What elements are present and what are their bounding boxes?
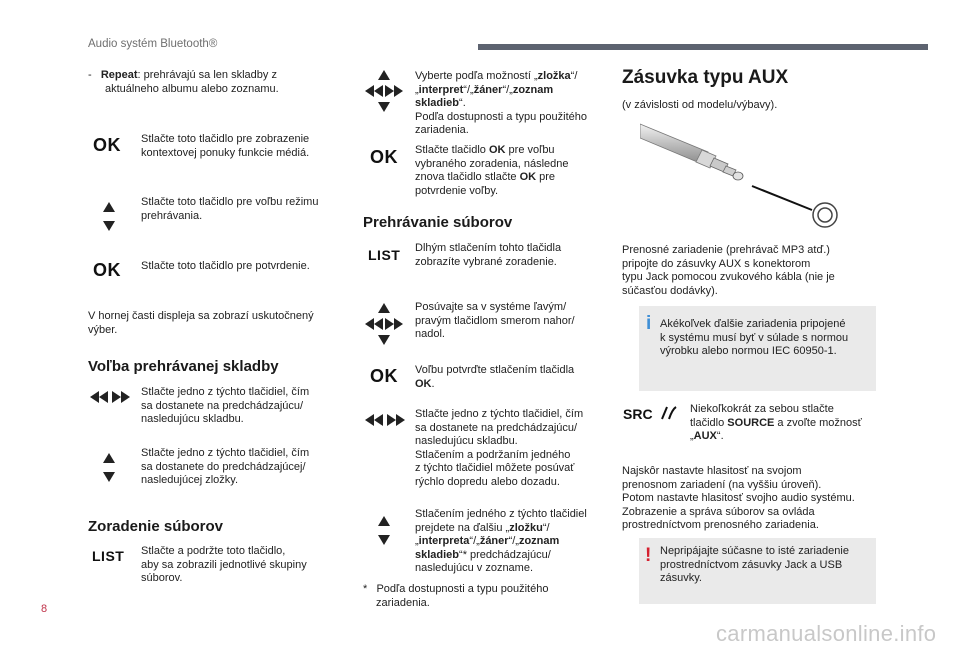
text-span: OK — [415, 377, 432, 390]
text-span: „ — [415, 535, 419, 547]
text-line: prostredníctvom prenosného zariadenia. — [622, 519, 819, 531]
text-line: zariadenia. — [376, 596, 430, 609]
text-line: prostredníctvom zásuvky Jack a USB — [660, 558, 843, 571]
text-line: súborov. — [141, 572, 183, 584]
src-label: SRC — [623, 406, 653, 422]
text-span: žáner — [473, 83, 503, 96]
text-line: sa dostanete do predchádzajúcej/ — [141, 460, 306, 473]
text-line: nasledujúcej zložky. — [141, 474, 239, 486]
text-line: Stlačte jedno z týchto tlačidiel, čím — [141, 386, 310, 398]
info-text — [660, 318, 848, 359]
connect-text — [622, 244, 835, 298]
nav-move-text — [415, 301, 575, 342]
text-span: „ — [690, 430, 694, 442]
text-line: Najskôr nastavte hlasitosť na svojom — [622, 465, 802, 477]
ok-button-icon: OK — [370, 147, 398, 167]
text-span: skladieb — [415, 97, 460, 109]
source-text — [690, 403, 862, 444]
repeat-line1: : prehrávajú sa len skladby z — [137, 69, 277, 81]
info-icon: i — [646, 313, 652, 334]
repeat-line2: aktuálneho albumu alebo zoznamu. — [105, 82, 279, 95]
four-way-navigation-icon — [363, 68, 405, 116]
heading-track-selection: Voľba prehrávanej skladby — [88, 358, 279, 375]
ok-button-icon: OK — [93, 260, 121, 280]
jack-plug-illustration — [640, 120, 850, 230]
text-span: OK — [488, 144, 506, 156]
text-span: “/ — [542, 521, 550, 534]
ok-button-icon: OK — [93, 135, 121, 155]
text-line: Potom nastavte hlasitosť svojho audio systému. — [622, 492, 855, 504]
text-span: zoznam — [512, 83, 554, 96]
text-span: “/„ — [469, 535, 480, 547]
text-span: znova tlačidlo stlačte — [415, 171, 520, 183]
text-line: Voľbu potvrďte stlačením tlačidla — [415, 364, 575, 376]
text-line: Stlačte jedno z týchto tlačidiel, čím — [141, 447, 310, 459]
text-span: . — [431, 377, 435, 390]
list-hold-text — [141, 545, 307, 586]
list-button-icon: LIST — [368, 247, 401, 263]
text-line: rýchlo dopredu alebo dozadu. — [415, 475, 560, 488]
text-line: zásuvky. — [660, 572, 702, 584]
text-span: skladieb — [415, 548, 460, 561]
heading-file-playback: Prehrávanie súborov — [363, 214, 513, 231]
left-right-arrows-icon — [363, 412, 407, 428]
text-span: “/„ — [502, 83, 513, 96]
header-bar — [478, 44, 928, 50]
text-line: súčasťou dodávky). — [622, 284, 718, 297]
text-span: zložku — [509, 521, 543, 534]
four-way-navigation-icon — [363, 301, 405, 349]
text-span: AUX — [693, 430, 717, 442]
text-line: pravým tlačidlom smerom nahor/ — [415, 314, 575, 327]
text-line: typu Jack pomocou zvukového kábla (nie je — [622, 271, 835, 283]
text-span: interpret — [418, 83, 464, 96]
text-line: nasledujúcu skladbu. — [415, 435, 518, 447]
text-line: sa dostanete na predchádzajúcu/ — [415, 421, 578, 434]
text-span: Stlačte tlačidlo — [415, 144, 489, 156]
warning-icon: ! — [645, 545, 652, 566]
heading-file-sorting: Zoradenie súborov — [88, 518, 224, 535]
text-span: zložka — [537, 70, 571, 82]
left-right-arrows-icon — [88, 389, 132, 405]
text-line: nasledujúcu v zozname. — [415, 562, 534, 574]
text-span: “/„ — [463, 83, 474, 96]
text-line: Dlhým stlačením tohto tlačidla — [415, 242, 562, 254]
text-line: Stlačte toto tlačidlo pre potvrdenie. — [141, 260, 310, 272]
text-span: SOURCE — [727, 416, 775, 429]
up-down-arrows-icon — [99, 451, 119, 485]
text-span: pre voľbu — [505, 144, 555, 156]
text-line: sa dostanete na predchádzajúcu/ — [141, 399, 304, 412]
page-header-title: Audio systém Bluetooth® — [88, 38, 218, 50]
updown-mode-text — [141, 196, 318, 223]
text-span: “. — [716, 430, 724, 442]
lr-track-text — [141, 386, 309, 427]
text-line: výrobku alebo normou IEC 60950-1. — [660, 345, 837, 357]
upper-display-text — [88, 310, 314, 337]
text-span: “/ — [570, 70, 578, 82]
text-line: z týchto tlačidiel môžete posúvať — [415, 462, 575, 474]
text-line: nadol. — [415, 328, 445, 340]
text-line: k systému musí byť v súlade s normou — [660, 331, 849, 344]
text-line: Zobrazenie a správa súborov sa ovláda — [622, 505, 815, 518]
up-down-arrows-icon — [99, 200, 119, 234]
text-span: tlačidlo — [690, 416, 728, 429]
text-span: „ — [415, 83, 419, 96]
info-box — [639, 306, 876, 391]
ud-folder-text — [141, 447, 309, 488]
watermark: carmanualsonline.info — [716, 621, 937, 646]
text-span: prejdete na ďalšiu „ — [415, 521, 510, 534]
ud-next-group-text — [415, 508, 587, 576]
text-span: Vyberte podľa možností „ — [415, 70, 538, 82]
text-line: zariadenia. — [415, 124, 469, 136]
text-line: výber. — [88, 323, 118, 336]
text-span: “* predchádzajúcu/ — [459, 548, 551, 561]
ok-menu-text — [141, 133, 309, 160]
text-line: Niekoľkokrát za sebou stlačte — [690, 403, 834, 415]
footnote-star: * — [363, 583, 368, 595]
text-line: Stlačte a podržte toto tlačidlo, — [141, 545, 286, 557]
text-span: interpreta — [418, 535, 470, 547]
text-span: OK — [519, 171, 537, 183]
text-line: prehrávania. — [141, 209, 203, 222]
text-line: Posúvajte sa v systéme ľavým/ — [415, 301, 567, 313]
ok-confirm-text — [141, 260, 310, 274]
text-line: Stlačte jedno z týchto tlačidiel, čím — [415, 408, 584, 420]
footnote — [363, 583, 548, 610]
aux-subtitle: (v závislosti od modelu/výbavy). — [622, 99, 778, 111]
warning-box — [639, 538, 876, 604]
text-line: kontextovej ponuky funkcie médiá. — [141, 146, 310, 159]
text-line: Prenosné zariadenie (prehrávač MP3 atď.) — [622, 244, 830, 256]
text-line: pripojte do zásuvky AUX s konektorom — [622, 257, 811, 270]
ok-confirm-choice-text — [415, 364, 574, 391]
text-line: aby sa zobrazili jednotlivé skupiny — [141, 558, 307, 571]
phone-slash-icon — [657, 405, 677, 421]
text-span: žáner — [479, 535, 509, 547]
text-line: Stlačte toto tlačidlo pre zobrazenie — [141, 133, 310, 145]
text-line: Nepripájajte súčasne to isté zariadenie — [660, 545, 849, 557]
ok-button-icon: OK — [370, 366, 398, 386]
text-span: “. — [459, 97, 466, 109]
text-line: prenosnom zariadení (na vyššiu úroveň). — [622, 478, 822, 491]
text-line: potvrdenie voľby. — [415, 184, 499, 197]
text-line: vybraného zoradenia, následne — [415, 157, 569, 170]
up-down-arrows-icon — [374, 514, 394, 548]
text-span: Podľa dostupnosti a typu použitého — [376, 583, 549, 595]
heading-aux-socket: Zásuvka typu AUX — [622, 67, 789, 88]
list-button-icon: LIST — [92, 548, 125, 564]
warning-text — [660, 545, 849, 586]
page-number: 8 — [41, 603, 48, 615]
text-line: nasledujúcu skladbu. — [141, 413, 244, 425]
repeat-description — [88, 69, 348, 96]
volume-text — [622, 465, 855, 533]
text-line: Stlačením a podržaním jedného — [415, 448, 571, 461]
lr-skip-text — [415, 408, 583, 489]
text-line: zobrazíte vybrané zoradenie. — [415, 255, 557, 268]
repeat-dash: - — [88, 69, 92, 81]
text-line: Akékoľvek ďalšie zariadenia pripojené — [660, 318, 846, 330]
source-button-icon — [623, 405, 677, 424]
list-long-text — [415, 242, 561, 269]
text-line: Stlačením jedného z týchto tlačidiel — [415, 508, 587, 520]
text-span: a zvoľte možnosť — [774, 416, 862, 429]
text-line: Stlačte toto tlačidlo pre voľbu režimu — [141, 196, 319, 208]
select-sorting-text — [415, 70, 587, 138]
text-span: “/„ — [508, 535, 519, 547]
text-line: Podľa dostupnosti a typu použitého — [415, 110, 587, 123]
repeat-term: Repeat — [100, 69, 138, 81]
text-span: zoznam — [518, 535, 560, 547]
text-line: V hornej časti displeja sa zobrazí uskutočnený — [88, 310, 314, 322]
ok-select-text — [415, 144, 569, 198]
text-span: pre — [536, 171, 556, 183]
